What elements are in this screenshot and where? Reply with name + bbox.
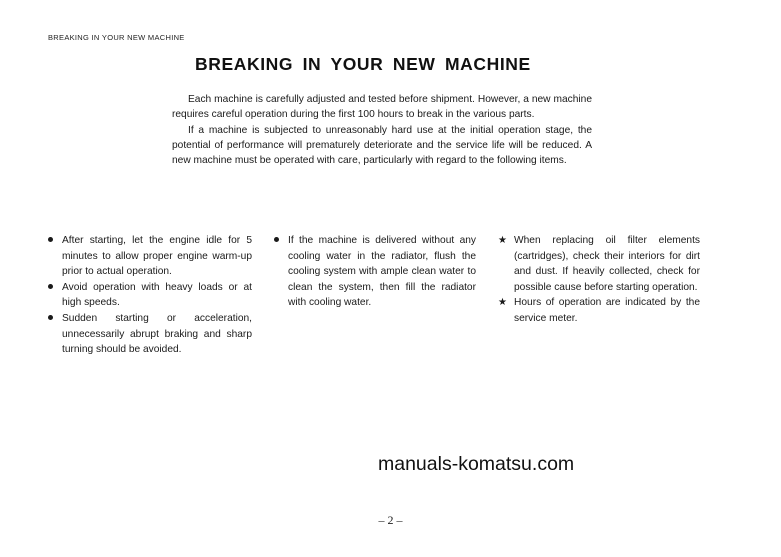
star-icon: ★ bbox=[498, 297, 507, 309]
list-item-text: Avoid operation with heavy loads or at high speeds. bbox=[62, 281, 252, 309]
bullet-icon bbox=[46, 233, 60, 249]
intro-text bbox=[172, 92, 592, 168]
intro-paragraph-2: If a machine is subjected to unreasonably hard use at the initial operation stage, the potential of performance will prematurely deteriorate and the service life will be reduced. A new machine must be operated with care, particularly with regard to the following items. bbox=[172, 124, 592, 167]
list-item-text: When replacing oil filter elements (cartridges), check their interiors for dirt and dust. If heavily collected, check for possible cause before starting operation. bbox=[514, 235, 700, 293]
list-item-text: Sudden starting or acceleration, unnecessarily abrupt braking and sharp turning should be avoided. bbox=[62, 312, 252, 356]
intro-paragraph-1: Each machine is carefully adjusted and tested before shipment. However, a new machine requires careful operation during the first 100 hours to break in the various parts. bbox=[172, 94, 592, 121]
list-item bbox=[498, 233, 700, 295]
precautions-column-2 bbox=[272, 233, 476, 311]
precautions-column-1 bbox=[46, 233, 252, 358]
page-title: BREAKING IN YOUR NEW MACHINE bbox=[195, 54, 531, 74]
list-item bbox=[272, 233, 476, 311]
watermark-link[interactable]: manuals-komatsu.com bbox=[378, 453, 575, 475]
list-item bbox=[46, 311, 252, 358]
page-number: – 2 – bbox=[378, 513, 403, 527]
bullet-icon bbox=[46, 280, 60, 296]
list-item-text: Hours of operation are indicated by the service meter. bbox=[514, 297, 700, 324]
list-item bbox=[498, 295, 700, 326]
list-item-text: If the machine is delivered without any cooling water in the radiator, flush the cooling system with ample clean water to clean the system, then fill the radiator with cooling water. bbox=[288, 235, 476, 309]
star-icon: ★ bbox=[498, 235, 507, 246]
list-item bbox=[46, 280, 252, 311]
precautions-column-3 bbox=[498, 233, 700, 327]
list-item bbox=[46, 233, 252, 280]
bullet-icon bbox=[46, 311, 60, 327]
bullet-icon bbox=[272, 233, 286, 249]
list-item-text: After starting, let the engine idle for 5 minutes to allow proper engine warm-up prior to actual operation. bbox=[62, 235, 252, 278]
running-header: BREAKING IN YOUR NEW MACHINE bbox=[48, 33, 185, 42]
